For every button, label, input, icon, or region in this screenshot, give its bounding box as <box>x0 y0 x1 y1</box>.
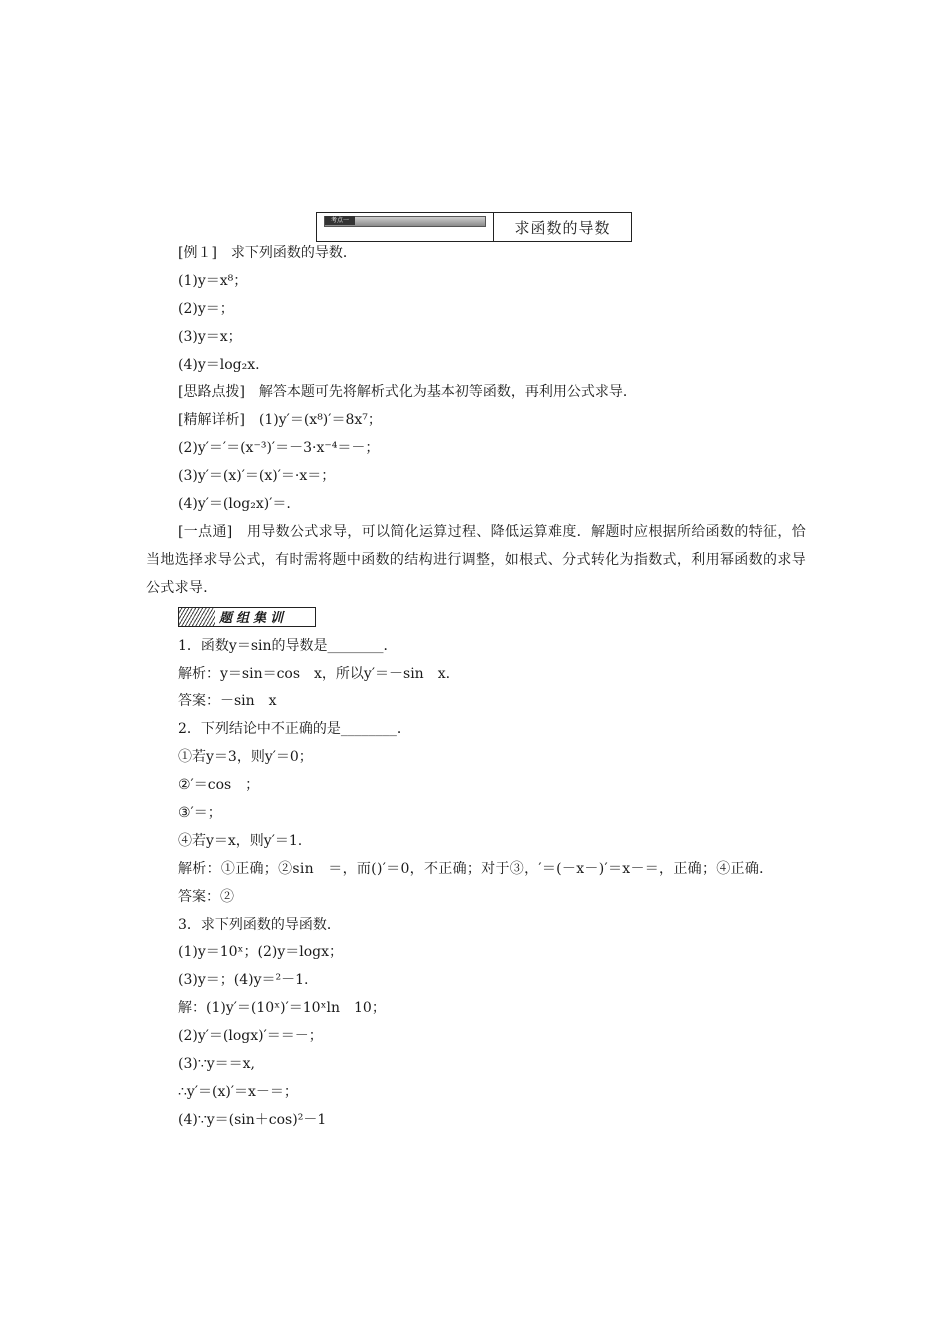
exercise-group-box <box>178 607 316 627</box>
summary-paragraph: [一点通] 用导数公式求导，可以简化运算过程、降低运算难度．解题时应根据所给函数的特征，恰当地选择求导公式，有时需将题中函数的结构进行调整，如根式、分式转化为指数式，利用幂函数的求导公式求导． <box>146 523 806 596</box>
question-2-answer: 答案：② <box>178 888 234 905</box>
question-3-solution-1: 解：(1)y′＝(10ˣ)′＝10ˣln 10； <box>178 1000 386 1017</box>
solution-line-1: [精解详析] (1)y′＝(x⁸)′＝8x⁷； <box>178 412 382 429</box>
question-3-solution-2: (2)y′＝(logx)′＝＝－； <box>178 1028 323 1045</box>
question-1: 1．函数y＝sin的导数是________． <box>178 637 398 654</box>
question-1-analysis: 解析：y＝sin＝cos x，所以y′＝－sin x. <box>178 665 451 682</box>
question-2-option-1: ①若y＝3，则y′＝0； <box>178 749 313 766</box>
question-2-option-2: ②′＝cos ； <box>178 777 260 794</box>
example-item-3: (3)y＝x； <box>178 328 242 345</box>
example-item-4: (4)y＝log₂x. <box>178 356 260 373</box>
topic-banner <box>317 213 494 241</box>
question-2-option-3: ③′＝； <box>178 804 222 821</box>
exercise-group-banner <box>146 603 806 633</box>
example-heading: [例１] 求下列函数的导数． <box>178 245 357 261</box>
question-3-solution-5: (4)∵y＝(sin＋cos)²－1 <box>178 1111 327 1128</box>
question-3: 3．求下列函数的导函数． <box>178 916 341 933</box>
question-2: 2．下列结论中不正确的是________． <box>178 721 411 738</box>
solution-line-4: (4)y′＝(log₂x)′＝. <box>178 496 291 513</box>
question-1-answer: 答案：－sin x <box>178 693 277 710</box>
solution-line-3: (3)y′＝(x)′＝(x)′＝·x＝； <box>178 468 336 485</box>
question-3-items-2: (3)y＝；(4)y＝²－1. <box>178 972 309 989</box>
question-2-option-4: ④若y＝x，则y′＝1. <box>178 832 303 849</box>
topic-header-box <box>316 212 632 242</box>
example-item-1: (1)y＝x⁸； <box>178 272 248 289</box>
question-3-items-1: (1)y＝10ˣ；(2)y＝logx； <box>178 944 343 961</box>
exercise-group-label: 题组集训 <box>219 611 288 627</box>
question-3-solution-4: ∴y′＝(x)′＝x－＝； <box>178 1083 298 1100</box>
hatch-decoration <box>179 608 215 626</box>
question-3-solution-3: (3)∵y＝＝x, <box>178 1056 255 1072</box>
example-item-2: (2)y＝； <box>178 300 234 317</box>
question-2-analysis: 解析：①正确；②sin ＝，而()′＝0，不正确；对于③，′＝(－x－)′＝x－＝，正确；④正确． <box>178 860 774 877</box>
solution-line-2: (2)y′＝′＝(x⁻³)′＝－3·x⁻⁴＝－； <box>178 440 380 457</box>
document-body <box>146 240 806 1135</box>
topic-title: 求函数的导数 <box>514 218 611 237</box>
topic-tag: 考点一 <box>325 216 355 225</box>
hint-paragraph: [思路点拨] 解答本题可先将解析式化为基本初等函数，再利用公式求导． <box>178 384 637 401</box>
